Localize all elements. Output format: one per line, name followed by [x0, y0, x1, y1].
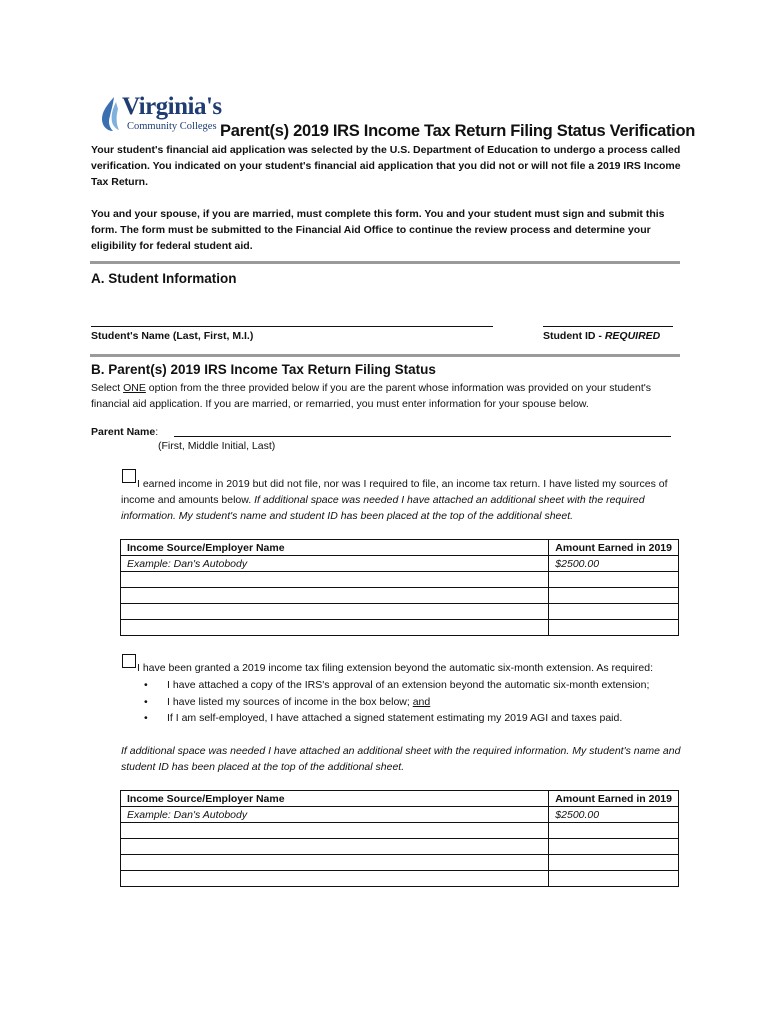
table-row[interactable]	[121, 588, 679, 604]
bullet-icon: •	[144, 679, 148, 691]
bullet-item: I have attached a copy of the IRS's approval of an extension beyond the automatic six-month extension;	[167, 679, 650, 691]
table-cell[interactable]	[549, 572, 679, 588]
table-row[interactable]	[121, 604, 679, 620]
table-cell[interactable]	[121, 572, 549, 588]
table-cell[interactable]	[121, 855, 549, 871]
option-1-checkbox[interactable]	[122, 469, 136, 483]
option-1-text-line2	[121, 492, 645, 508]
table-cell[interactable]	[549, 620, 679, 636]
section-a-heading: A. Student Information	[91, 271, 237, 286]
page-title: Parent(s) 2019 IRS Income Tax Return Filing Status Verification	[220, 122, 696, 140]
select-post: option from the three provided below if you are the parent whose information was provided on your student's	[145, 382, 652, 394]
section-b-heading: B. Parent(s) 2019 IRS Income Tax Return Filing Status	[91, 362, 436, 377]
vccs-logo	[100, 93, 222, 138]
column-header: Amount Earned in 2019	[549, 540, 679, 556]
student-id-label-text: Student ID -	[543, 330, 605, 342]
select-one: ONE	[123, 382, 146, 394]
table-cell[interactable]	[549, 823, 679, 839]
table-row[interactable]	[121, 839, 679, 855]
student-id-label	[543, 330, 660, 342]
table-cell[interactable]	[121, 620, 549, 636]
option-1-text: I earned income in 2019 but did not file, nor was I required to file, an income tax return. I have listed my sources of	[137, 478, 668, 490]
student-name-field[interactable]	[91, 326, 493, 327]
option-1-italic: If additional space was needed I have attached an additional sheet with the required	[254, 494, 645, 506]
option-1-plain: income and amounts below.	[121, 494, 255, 506]
select-instructions	[91, 380, 651, 396]
column-header: Income Source/Employer Name	[121, 540, 549, 556]
select-instructions-line2: financial aid application. If you are married, or remarried, you must enter information for your spouse below.	[91, 398, 589, 410]
table-row[interactable]	[121, 871, 679, 887]
table-cell[interactable]	[121, 871, 549, 887]
intro-paragraph-1: Your student's financial aid application was selected by the U.S. Department of Education to undergo a process called verification. You indicated on your student's financial aid application that you did not or will not file a 2019 IRS Income Tax Return.	[91, 144, 681, 188]
bullet-icon: •	[144, 696, 148, 708]
required-marker: REQUIRED	[604, 330, 661, 342]
option-1-text-line3: information. My student's name and student ID has been placed at the top of the additional sheet.	[121, 510, 574, 522]
logo-subtitle: Community Colleges	[127, 121, 217, 132]
table-row[interactable]	[121, 572, 679, 588]
drop-icon	[100, 96, 124, 132]
table-cell[interactable]	[121, 823, 549, 839]
select-pre: Select	[91, 382, 124, 394]
table-cell[interactable]	[549, 871, 679, 887]
table-cell[interactable]	[121, 839, 549, 855]
logo-wordmark: Virginia's	[122, 93, 222, 120]
table-header-row	[121, 791, 679, 807]
table-cell: Example: Dan's Autobody	[121, 807, 549, 823]
bullet-item	[167, 694, 430, 710]
table-cell[interactable]	[121, 588, 549, 604]
bullet-item-and: and	[412, 696, 431, 708]
table-row	[121, 556, 679, 572]
table-cell[interactable]	[549, 604, 679, 620]
column-header: Income Source/Employer Name	[121, 791, 549, 807]
bullet-icon: •	[144, 712, 148, 724]
income-table-1	[120, 539, 679, 636]
parent-name-hint: (First, Middle Initial, Last)	[158, 440, 276, 452]
table-row[interactable]	[121, 823, 679, 839]
table-header-row	[121, 540, 679, 556]
table-cell[interactable]	[549, 839, 679, 855]
parent-name-field[interactable]	[174, 436, 671, 437]
student-name-label: Student's Name (Last, First, M.I.)	[91, 330, 254, 342]
additional-sheet-note-line2: student ID has been placed at the top of the additional sheet.	[121, 761, 405, 773]
table-row[interactable]	[121, 620, 679, 636]
intro-paragraph-2: You and your spouse, if you are married, must complete this form. You and your student must sign and submit this form. The form must be submitted to the Financial Aid Office to continue the review process and determine your eligibility for federal student aid.	[91, 208, 665, 252]
option-2-checkbox[interactable]	[122, 654, 136, 668]
student-id-field[interactable]	[543, 326, 673, 327]
section-divider	[90, 261, 680, 264]
table-cell[interactable]	[549, 588, 679, 604]
parent-name-label-text: Parent Name	[91, 426, 156, 438]
table-cell: $2500.00	[549, 807, 679, 823]
income-table-2	[120, 790, 679, 887]
additional-sheet-note: If additional space was needed I have attached an additional sheet with the required information. My student's name and	[121, 745, 681, 757]
bullet-item-text: I have listed my sources of income in the box below;	[167, 696, 413, 708]
table-cell[interactable]	[121, 604, 549, 620]
parent-name-label: Parent Name:	[91, 426, 159, 438]
bullet-item: If I am self-employed, I have attached a signed statement estimating my 2019 AGI and taxes paid.	[167, 712, 623, 724]
table-row[interactable]	[121, 855, 679, 871]
table-row	[121, 807, 679, 823]
column-header: Amount Earned in 2019	[549, 791, 679, 807]
option-2-text: I have been granted a 2019 income tax filing extension beyond the automatic six-month extension. As required:	[137, 662, 653, 674]
table-cell: Example: Dan's Autobody	[121, 556, 549, 572]
section-divider	[90, 354, 680, 357]
table-cell: $2500.00	[549, 556, 679, 572]
table-cell[interactable]	[549, 855, 679, 871]
